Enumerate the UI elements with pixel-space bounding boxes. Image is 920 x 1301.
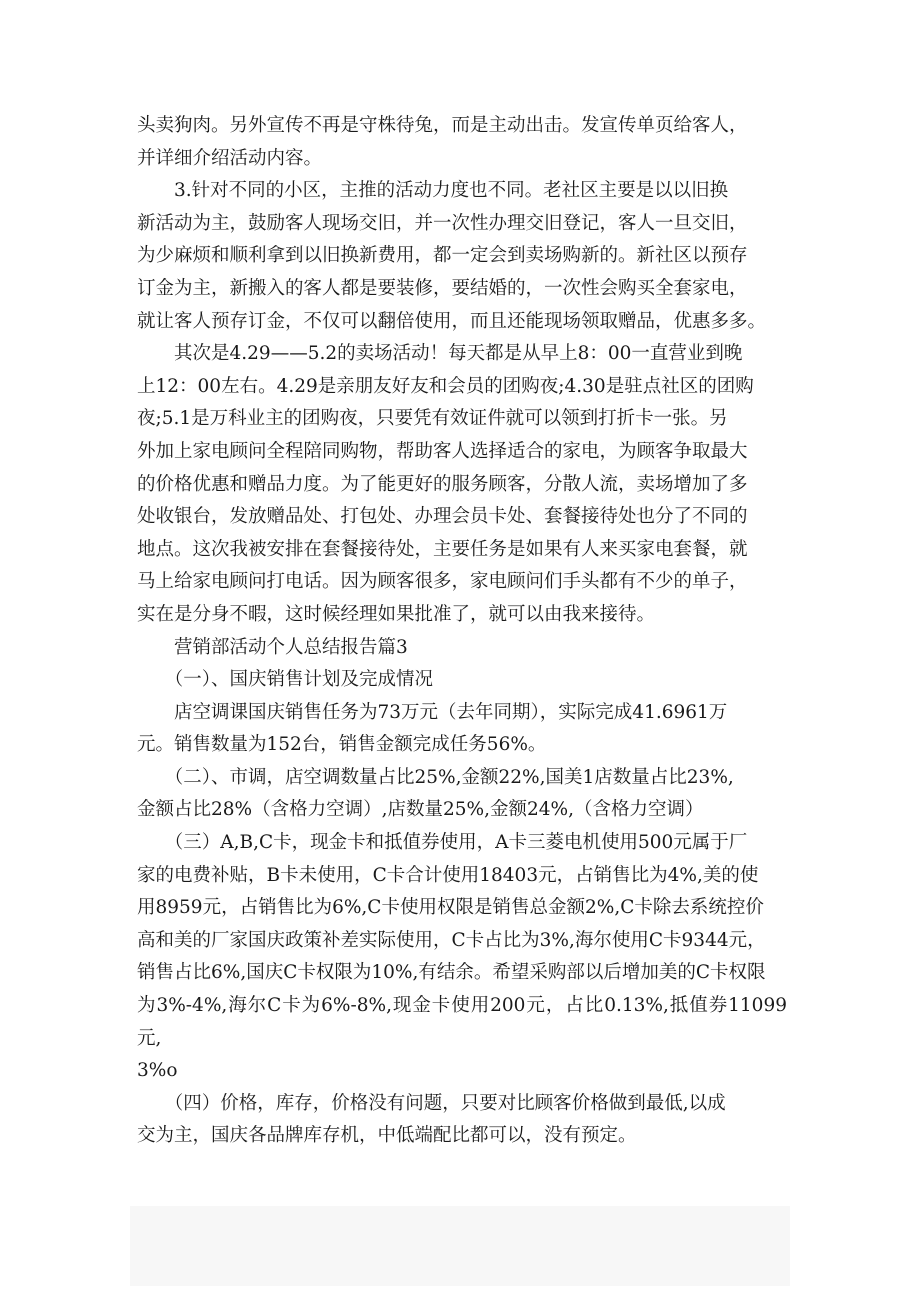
paragraph-continuation: 头卖狗肉。另外宣传不再是守株待兔，而是主动出击。发宣传单页给客人， 并详细介绍活动内容。 [137,115,748,169]
footer-shade [130,1206,790,1286]
paragraph-card-usage: （三）A,B,C卡，现金卡和抵值券使用，A卡三菱电机使用500元属于厂 家的电费补贴，B卡未使用，C卡合计使用18403元，占销售比为4%,美的使 用8959元，占销售比为6%,C卡使用权限是销售总金额2%,C卡除去系统控价 高和美的厂家国庆政策补差实际使用，C卡占比为3%,海尔使用C卡9344元， 销售占比6%,国庆C卡权限为10%,有结余。希望采购部以后增加美的C卡权限 为3%-4%,海尔C卡为6%-8%,现金卡使用200元，占比0.13%,抵值券11099元, 3%o [137,832,787,1082]
paragraph-market-survey: （二）、市调，店空调数量占比25%,金额22%,国美1店数量占比23%, 金额占比28%（含格力空调）,店数量25%,金额24%,（含格力空调） [137,766,734,821]
paragraph-sales-result: 店空调课国庆销售任务为73万元（去年同期），实际完成41.6961万 元。销售数量为152台，销售金额完成任务56%。 [137,701,728,756]
section-heading: 营销部活动个人总结报告篇3 [137,636,408,658]
paragraph-store-event: 其次是4.29——5.2的卖场活动！每天都是从早上8：00一直营业到晚 上12：00左右。4.29是亲朋友好友和会员的团购夜;4.30是驻点社区的团购 夜;5.1是万科业主的团购夜，只要凭有效证件就可以领到打折卡一张。另 外加上家电顾问全程陪同购物，帮助客人选择适合的家电，为顾客争取最大 的价格优惠和赠品力度。为了能更好的服务顾客，分散人流，卖场增加了多 处收银台，发放赠品处、打包处、办理会员卡处、套餐接待处也分了不同的 地点。这次我被安排在套餐接待处，主要任务是如果有人来买家电套餐，就 马上给家电顾问打电话。因为顾客很多，家电顾问们手头都有不少的单子， 实在是分身不暇，这时候经理如果批准了，就可以由我来接待。 [137,343,754,625]
subheading-sales-plan: （一）、国庆销售计划及完成情况 [137,669,434,691]
paragraph-community-strategy: 3.针对不同的小区，主推的活动力度也不同。老社区主要是以以旧换 新活动为主，鼓励客人现场交旧，并一次性办理交旧登记，客人一旦交旧， 为少麻烦和顺利拿到以旧换新费用，都一定会到卖场购新的。新社区以预存 订金为主，新搬入的客人都是要装修，要结婚的，一次性会购买全套家电， 就让客人预存订金，不仅可以翻倍使用，而且还能现场领取赠品，优惠多多。 [137,180,767,332]
document-body [137,110,787,1153]
paragraph-price-inventory: （四）价格，库存，价格没有问题，只要对比顾客价格做到最低,以成 交为主，国庆各品牌库存机，中低端配比都可以，没有预定。 [137,1092,726,1147]
